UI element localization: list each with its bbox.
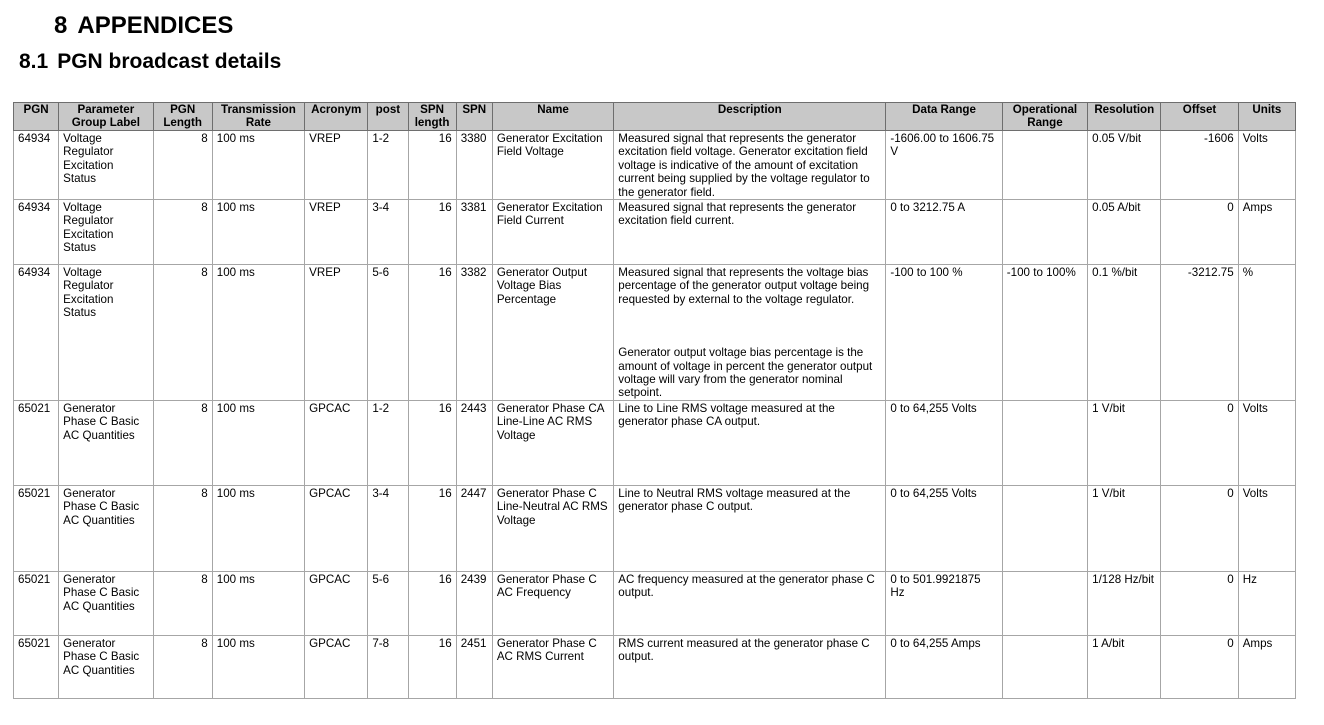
cell-post: 3-4 <box>368 485 408 571</box>
table-row <box>14 571 1296 635</box>
cell-name: Generator Phase C Line-Neutral AC RMS Voltage <box>492 485 613 571</box>
header-data-range: Data Range <box>886 103 1002 131</box>
cell-resolution: 0.1 %/bit <box>1088 265 1161 401</box>
cell-data-range: -100 to 100 % <box>886 265 1002 401</box>
description-text: RMS current measured at the generator phase C output. <box>618 636 870 664</box>
cell-pgn: 65021 <box>14 400 59 485</box>
cell-operational-range <box>1002 200 1087 265</box>
cell-spn-length: 16 <box>408 400 456 485</box>
cell-rate: 100 ms <box>212 265 304 401</box>
description-text-secondary: Generator output voltage bias percentage is the amount of voltage in percent the generator output voltage will vary from the generator nominal setpoint. <box>618 346 873 400</box>
cell-name: Generator Excitation Field Voltage <box>492 131 613 200</box>
table-row <box>14 400 1296 485</box>
cell-name: Generator Excitation Field Current <box>492 200 613 265</box>
header-spn: SPN <box>456 103 492 131</box>
header-parameter-group-label: Parameter Group Label <box>59 103 153 131</box>
cell-description <box>614 571 886 635</box>
cell-description <box>614 131 886 200</box>
cell-pgn: 64934 <box>14 265 59 401</box>
header-description: Description <box>614 103 886 131</box>
cell-operational-range <box>1002 400 1087 485</box>
description-text: Measured signal that represents the voltage bias percentage of the generator output voltage being requested by external to the voltage regulator. <box>618 266 870 306</box>
cell-post: 5-6 <box>368 571 408 635</box>
cell-post: 1-2 <box>368 131 408 200</box>
cell-acronym: VREP <box>305 200 368 265</box>
header-acronym: Acronym <box>305 103 368 131</box>
cell-offset: 0 <box>1161 571 1238 635</box>
cell-resolution: 1 V/bit <box>1088 485 1161 571</box>
cell-pg-label: Generator Phase C Basic AC Quantities <box>59 571 153 635</box>
cell-units: Volts <box>1238 131 1295 200</box>
cell-description <box>614 485 886 571</box>
cell-pgn-length: 8 <box>153 485 212 571</box>
subsection-title: PGN broadcast details <box>57 50 282 73</box>
cell-units: % <box>1238 265 1295 401</box>
table-row <box>14 265 1296 401</box>
cell-acronym: VREP <box>305 265 368 401</box>
cell-offset: 0 <box>1161 400 1238 485</box>
cell-post: 5-6 <box>368 265 408 401</box>
cell-spn: 3380 <box>456 131 492 200</box>
cell-spn-length: 16 <box>408 200 456 265</box>
cell-description <box>614 635 886 698</box>
cell-pgn-length: 8 <box>153 265 212 401</box>
cell-pg-label: Generator Phase C Basic AC Quantities <box>59 400 153 485</box>
cell-units: Volts <box>1238 400 1295 485</box>
cell-rate: 100 ms <box>212 571 304 635</box>
cell-spn: 2443 <box>456 400 492 485</box>
section-heading <box>54 12 233 40</box>
cell-rate: 100 ms <box>212 131 304 200</box>
header-post: post <box>368 103 408 131</box>
cell-post: 3-4 <box>368 200 408 265</box>
cell-pgn: 65021 <box>14 485 59 571</box>
table-row <box>14 200 1296 265</box>
cell-offset: -3212.75 <box>1161 265 1238 401</box>
header-units: Units <box>1238 103 1295 131</box>
cell-resolution: 1/128 Hz/bit <box>1088 571 1161 635</box>
section-title: APPENDICES <box>77 12 234 39</box>
cell-spn-length: 16 <box>408 635 456 698</box>
cell-spn: 2447 <box>456 485 492 571</box>
cell-acronym: GPCAC <box>305 635 368 698</box>
description-text: Line to Neutral RMS voltage measured at the generator phase C output. <box>618 486 851 514</box>
description-text: AC frequency measured at the generator phase C output. <box>618 572 875 600</box>
cell-operational-range <box>1002 635 1087 698</box>
cell-rate: 100 ms <box>212 400 304 485</box>
cell-acronym: GPCAC <box>305 571 368 635</box>
cell-resolution: 0.05 V/bit <box>1088 131 1161 200</box>
cell-data-range: -1606.00 to 1606.75 V <box>886 131 1002 200</box>
table-header-row <box>14 103 1296 131</box>
cell-spn: 3381 <box>456 200 492 265</box>
cell-spn: 2451 <box>456 635 492 698</box>
table-row <box>14 635 1296 698</box>
cell-pgn: 64934 <box>14 131 59 200</box>
cell-pgn: 65021 <box>14 571 59 635</box>
cell-data-range: 0 to 3212.75 A <box>886 200 1002 265</box>
header-offset: Offset <box>1161 103 1238 131</box>
cell-acronym: VREP <box>305 131 368 200</box>
header-pgn: PGN <box>14 103 59 131</box>
cell-operational-range <box>1002 131 1087 200</box>
cell-offset: 0 <box>1161 200 1238 265</box>
cell-acronym: GPCAC <box>305 485 368 571</box>
header-operational-range: Operational Range <box>1002 103 1087 131</box>
cell-rate: 100 ms <box>212 635 304 698</box>
cell-pg-label: Generator Phase C Basic AC Quantities <box>59 485 153 571</box>
cell-resolution: 0.05 A/bit <box>1088 200 1161 265</box>
table-row <box>14 131 1296 200</box>
cell-pgn: 65021 <box>14 635 59 698</box>
cell-pgn-length: 8 <box>153 571 212 635</box>
cell-description <box>614 200 886 265</box>
cell-offset: 0 <box>1161 635 1238 698</box>
cell-operational-range <box>1002 485 1087 571</box>
cell-data-range: 0 to 501.9921875 Hz <box>886 571 1002 635</box>
cell-acronym: GPCAC <box>305 400 368 485</box>
description-text: Measured signal that represents the generator excitation field voltage. Generator excitation field voltage is indicative of the amount of excitation current being supplied by the voltage regulator to the generator field. <box>618 132 870 199</box>
cell-units: Amps <box>1238 200 1295 265</box>
cell-post: 1-2 <box>368 400 408 485</box>
cell-rate: 100 ms <box>212 485 304 571</box>
section-number: 8 <box>54 12 68 39</box>
cell-data-range: 0 to 64,255 Volts <box>886 400 1002 485</box>
description-text: Measured signal that represents the generator excitation field current. <box>618 201 857 228</box>
header-name: Name <box>492 103 613 131</box>
cell-name: Generator Phase CA Line-Line AC RMS Voltage <box>492 400 613 485</box>
cell-spn: 3382 <box>456 265 492 401</box>
cell-offset: 0 <box>1161 485 1238 571</box>
cell-pg-label: Voltage Regulator Excitation Status <box>59 265 153 401</box>
table-row <box>14 485 1296 571</box>
cell-pgn-length: 8 <box>153 400 212 485</box>
cell-spn-length: 16 <box>408 265 456 401</box>
header-resolution: Resolution <box>1088 103 1161 131</box>
cell-offset: -1606 <box>1161 131 1238 200</box>
cell-pgn-length: 8 <box>153 635 212 698</box>
cell-spn: 2439 <box>456 571 492 635</box>
header-pgn-length: PGN Length <box>153 103 212 131</box>
description-text: Line to Line RMS voltage measured at the generator phase CA output. <box>618 401 835 429</box>
cell-units: Hz <box>1238 571 1295 635</box>
cell-spn-length: 16 <box>408 571 456 635</box>
cell-pgn: 64934 <box>14 200 59 265</box>
cell-resolution: 1 A/bit <box>1088 635 1161 698</box>
cell-name: Generator Phase C AC Frequency <box>492 571 613 635</box>
subsection-number: 8.1 <box>19 50 49 73</box>
cell-name: Generator Output Voltage Bias Percentage <box>492 265 613 401</box>
cell-pg-label: Generator Phase C Basic AC Quantities <box>59 635 153 698</box>
cell-name: Generator Phase C AC RMS Current <box>492 635 613 698</box>
cell-data-range: 0 to 64,255 Volts <box>886 485 1002 571</box>
cell-spn-length: 16 <box>408 485 456 571</box>
cell-spn-length: 16 <box>408 131 456 200</box>
header-transmission-rate: Transmission Rate <box>212 103 304 131</box>
cell-pgn-length: 8 <box>153 131 212 200</box>
header-spn-length: SPN length <box>408 103 456 131</box>
cell-data-range: 0 to 64,255 Amps <box>886 635 1002 698</box>
cell-post: 7-8 <box>368 635 408 698</box>
cell-pg-label: Voltage Regulator Excitation Status <box>59 131 153 200</box>
cell-operational-range <box>1002 571 1087 635</box>
cell-description <box>614 265 886 401</box>
cell-pgn-length: 8 <box>153 200 212 265</box>
subsection-heading <box>19 50 281 74</box>
cell-resolution: 1 V/bit <box>1088 400 1161 485</box>
cell-description <box>614 400 886 485</box>
cell-units: Amps <box>1238 635 1295 698</box>
cell-pg-label: Voltage Regulator Excitation Status <box>59 200 153 265</box>
cell-operational-range: -100 to 100% <box>1002 265 1087 401</box>
cell-rate: 100 ms <box>212 200 304 265</box>
cell-units: Volts <box>1238 485 1295 571</box>
pgn-broadcast-table <box>13 102 1296 699</box>
